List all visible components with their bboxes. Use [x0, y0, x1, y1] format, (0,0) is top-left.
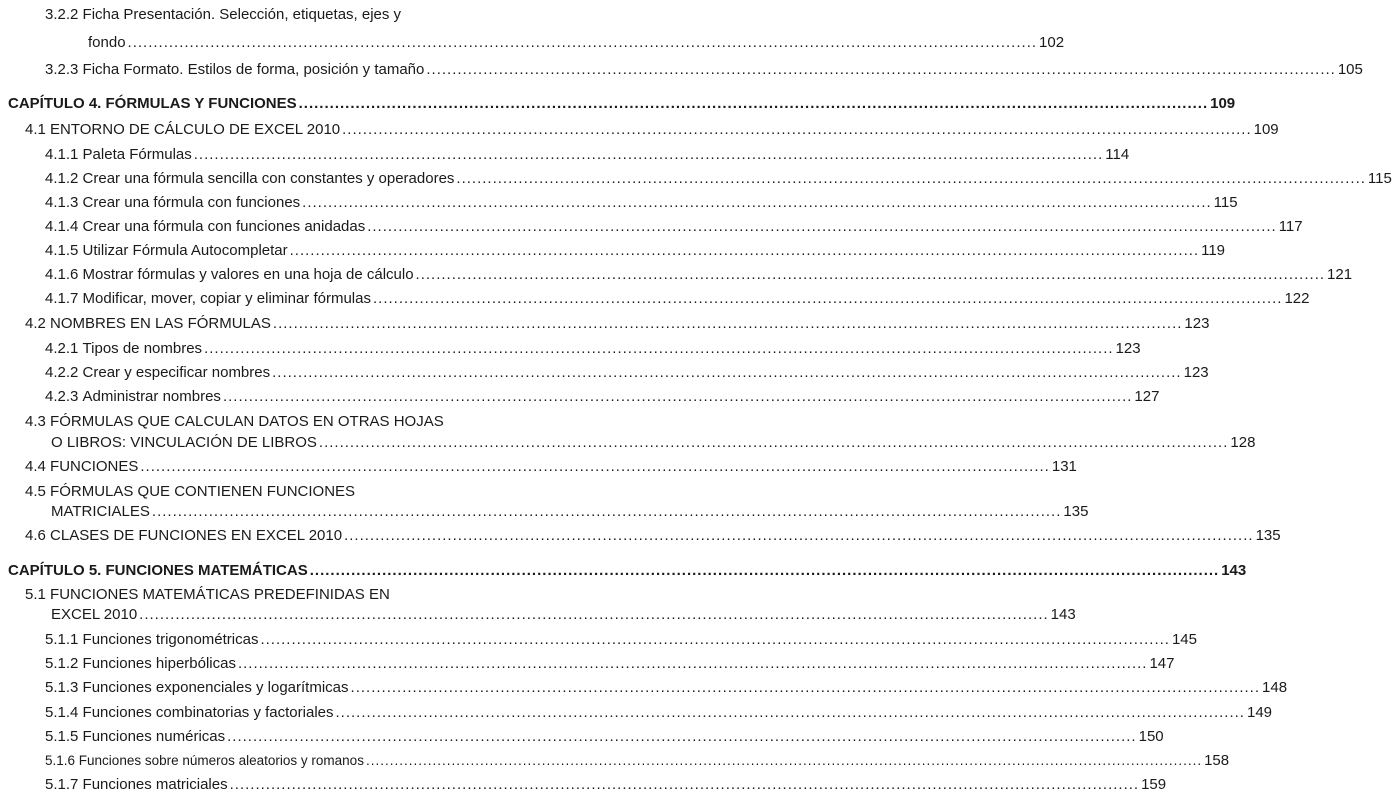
dot-leader	[273, 315, 1182, 333]
toc-entry-title: Crear una fórmula con funciones	[82, 194, 301, 211]
toc-entry-page: 147	[1149, 655, 1175, 672]
toc-entry-title: Funciones trigonométricas	[82, 631, 259, 648]
toc-entry-title: Funciones numéricas	[82, 728, 226, 745]
toc-entry-title: CLASES DE FUNCIONES EN EXCEL 2010	[50, 527, 343, 544]
toc-entry-page: 121	[1327, 266, 1353, 283]
dot-leader	[299, 95, 1208, 113]
toc-entry-page: 117	[1278, 218, 1303, 235]
toc-entry-number: 4.1.5	[45, 242, 79, 259]
toc-entry-number: 5.1.2	[45, 655, 79, 672]
dot-leader	[238, 655, 1147, 673]
toc-entry-5-1-line1	[25, 586, 390, 604]
toc-entry-4-1-4	[45, 218, 1303, 236]
toc-entry-4-1-2	[45, 170, 1392, 188]
toc-entry-page: 123	[1184, 315, 1210, 332]
dot-leader	[260, 631, 1169, 649]
dot-leader	[223, 388, 1132, 406]
toc-entry-4-1-6	[45, 266, 1353, 284]
toc-entry-page: 109	[1210, 95, 1236, 112]
dot-leader	[367, 218, 1276, 236]
toc-entry-number: 5.1.7	[45, 776, 79, 793]
toc-entry-title-continued: fondo	[88, 34, 126, 51]
toc-entry-title: Funciones combinatorias y factoriales	[82, 704, 334, 721]
toc-entry-number: 4.2.2	[45, 364, 79, 381]
dot-leader	[227, 728, 1136, 746]
toc-entry-5-1-3	[45, 679, 1288, 697]
toc-entry-number: 4.1.7	[45, 290, 79, 307]
toc-entry-4-5	[51, 503, 1089, 521]
toc-entry-title-continued: EXCEL 2010	[51, 606, 138, 623]
dot-leader	[272, 364, 1181, 382]
toc-entry-title: Funciones hiperbólicas	[82, 655, 236, 672]
dot-leader	[319, 434, 1228, 452]
toc-entry-page: 128	[1230, 434, 1256, 451]
toc-chapter-4	[8, 95, 1236, 113]
toc-entry-title: Tipos de nombres	[82, 340, 203, 357]
toc-entry-number: 4.1	[25, 121, 46, 138]
toc-entry-title: Funciones matriciales	[82, 776, 228, 793]
toc-entry-page: 131	[1051, 458, 1077, 475]
toc-chapter-title: CAPÍTULO 5. FUNCIONES MATEMÁTICAS	[8, 562, 308, 579]
toc-entry-5-1-5	[45, 728, 1164, 746]
toc-entry-4-2-1	[45, 340, 1141, 358]
dot-leader	[204, 340, 1113, 358]
dot-leader	[366, 752, 1202, 770]
toc-entry-4-1-7	[45, 290, 1310, 308]
toc-entry-title: Ficha Presentación. Selección, etiquetas, ejes y	[82, 6, 402, 23]
toc-entry-page: 115	[1213, 194, 1238, 211]
toc-entry-4-1	[25, 121, 1279, 139]
toc-entry-5-1	[51, 606, 1076, 624]
toc-entry-title: Ficha Formato. Estilos de forma, posición y tamaño	[82, 61, 425, 78]
toc-entry-4-4	[25, 458, 1077, 476]
dot-leader	[128, 34, 1037, 52]
toc-entry-title: Crear una fórmula sencilla con constantes y operadores	[82, 170, 455, 187]
toc-entry-title: Funciones sobre números aleatorios y romanos	[78, 753, 364, 768]
toc-entry-page: 127	[1134, 388, 1160, 405]
toc-entry-page: 159	[1141, 776, 1167, 793]
dot-leader	[342, 121, 1251, 139]
dot-leader	[456, 170, 1365, 188]
toc-entry-title: FÓRMULAS QUE CALCULAN DATOS EN OTRAS HOJAS	[50, 413, 444, 430]
toc-entry-4-5-line1	[25, 483, 355, 501]
toc-entry-5-1-6	[45, 752, 1230, 770]
toc-entry-number: 4.1.6	[45, 266, 79, 283]
toc-entry-4-1-5	[45, 242, 1226, 260]
toc-entry-title: Crear una fórmula con funciones anidadas	[82, 218, 366, 235]
toc-entry-number: 4.1.3	[45, 194, 79, 211]
toc-entry-title-continued: O LIBROS: VINCULACIÓN DE LIBROS	[51, 434, 317, 451]
toc-entry-4-2-2	[45, 364, 1209, 382]
toc-entry-title: Administrar nombres	[82, 388, 221, 405]
dot-leader	[351, 679, 1260, 697]
toc-entry-number: 4.2.3	[45, 388, 79, 405]
toc-entry-page: 109	[1253, 121, 1279, 138]
toc-entry-number: 5.1.6	[45, 753, 76, 768]
toc-entry-number: 4.5	[25, 483, 46, 500]
toc-entry-number: 3.2.2	[45, 6, 79, 23]
toc-entry-4-1-3	[45, 194, 1238, 212]
dot-leader	[426, 61, 1335, 79]
toc-entry-page: 148	[1262, 679, 1288, 696]
dot-leader	[310, 562, 1219, 580]
toc-entry-number: 5.1.4	[45, 704, 79, 721]
toc-entry-page: 105	[1337, 61, 1363, 78]
toc-entry-3-2-2	[88, 34, 1065, 52]
toc-entry-number: 4.1.1	[45, 146, 79, 163]
toc-entry-5-1-7	[45, 776, 1167, 794]
toc-entry-title-continued: MATRICIALES	[51, 503, 150, 520]
toc-entry-title: FUNCIONES	[50, 458, 139, 475]
toc-chapter-5	[8, 562, 1247, 580]
toc-entry-5-1-4	[45, 704, 1273, 722]
toc-entry-5-1-2	[45, 655, 1175, 673]
dot-leader	[139, 606, 1048, 624]
toc-entry-page: 135	[1255, 527, 1281, 544]
toc-entry-4-2	[25, 315, 1210, 333]
toc-entry-title: Modificar, mover, copiar y eliminar fórmulas	[82, 290, 371, 307]
toc-entry-5-1-1	[45, 631, 1197, 649]
toc-entry-page: 149	[1246, 704, 1273, 721]
toc-entry-page: 119	[1201, 242, 1226, 259]
toc-entry-number: 3.2.3	[45, 61, 79, 78]
toc-entry-title: ENTORNO DE CÁLCULO DE EXCEL 2010	[50, 121, 341, 138]
toc-entry-title: NOMBRES EN LAS FÓRMULAS	[50, 315, 271, 332]
toc-entry-number: 4.1.2	[45, 170, 79, 187]
toc-entry-page: 123	[1183, 364, 1209, 381]
toc-entry-number: 4.1.4	[45, 218, 79, 235]
toc-entry-number: 4.2	[25, 315, 46, 332]
toc-entry-number: 5.1.5	[45, 728, 79, 745]
toc-entry-page: 102	[1039, 34, 1065, 51]
dot-leader	[230, 776, 1139, 794]
toc-entry-number: 4.4	[25, 458, 46, 475]
toc-entry-page: 122	[1284, 290, 1310, 307]
toc-entry-title: Funciones exponenciales y logarítmicas	[82, 679, 349, 696]
toc-entry-page: 150	[1138, 728, 1164, 745]
toc-entry-title: Paleta Fórmulas	[82, 146, 192, 163]
toc-entry-title: Crear y especificar nombres	[82, 364, 271, 381]
dot-leader	[336, 704, 1245, 722]
toc-entry-page: 135	[1063, 503, 1089, 520]
toc-entry-4-1-1	[45, 146, 1130, 164]
toc-entry-3-2-3	[45, 61, 1363, 79]
toc-entry-page: 114	[1105, 146, 1130, 163]
dot-leader	[194, 146, 1103, 164]
toc-entry-number: 4.6	[25, 527, 46, 544]
toc-entry-page: 158	[1204, 752, 1230, 769]
toc-entry-number: 4.2.1	[45, 340, 79, 357]
toc-entry-title: Utilizar Fórmula Autocompletar	[82, 242, 288, 259]
toc-entry-number: 4.3	[25, 413, 46, 430]
toc-entry-page: 145	[1171, 631, 1197, 648]
dot-leader	[302, 194, 1211, 212]
toc-entry-page: 123	[1115, 340, 1141, 357]
toc-entry-4-3-line1	[25, 413, 444, 431]
dot-leader	[416, 266, 1325, 284]
dot-leader	[344, 527, 1253, 545]
toc-entry-3-2-2-line1	[45, 6, 401, 24]
toc-entry-number: 5.1.3	[45, 679, 79, 696]
toc-entry-4-6	[25, 527, 1281, 545]
dot-leader	[152, 503, 1061, 521]
toc-entry-title: FÓRMULAS QUE CONTIENEN FUNCIONES	[50, 483, 356, 500]
toc-entry-page: 143	[1050, 606, 1076, 623]
toc-entry-number: 5.1	[25, 586, 46, 603]
toc-entry-4-2-3	[45, 388, 1160, 406]
toc-entry-number: 5.1.1	[45, 631, 79, 648]
toc-entry-page: 143	[1221, 562, 1247, 579]
dot-leader	[140, 458, 1049, 476]
dot-leader	[373, 290, 1282, 308]
toc-entry-title: FUNCIONES MATEMÁTICAS PREDEFINIDAS EN	[50, 586, 390, 603]
toc-entry-4-3	[51, 434, 1256, 452]
dot-leader	[290, 242, 1199, 260]
toc-entry-page: 115	[1367, 170, 1392, 187]
toc-entry-title: Mostrar fórmulas y valores en una hoja de cálculo	[82, 266, 414, 283]
toc-chapter-title: CAPÍTULO 4. FÓRMULAS Y FUNCIONES	[8, 95, 297, 112]
